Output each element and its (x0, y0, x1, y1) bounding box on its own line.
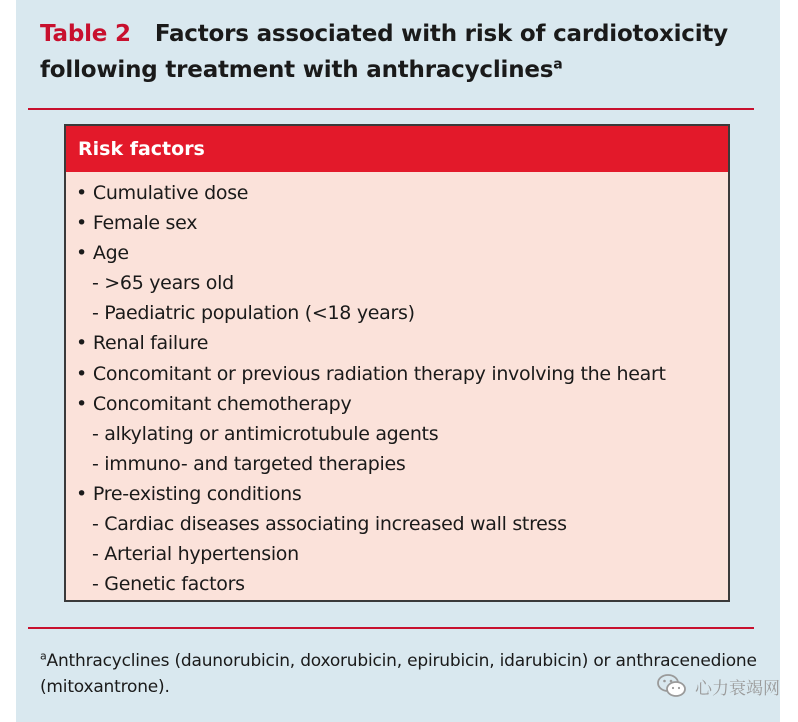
top-divider (28, 108, 754, 110)
table-title (40, 16, 770, 88)
watermark-text: 心力衰竭网 (695, 678, 780, 699)
risk-factor-subitem: - immuno- and targeted therapies (76, 449, 666, 479)
risk-factor-subitem: - Genetic factors (76, 569, 666, 599)
risk-factor-item: • Age (76, 238, 666, 268)
title-footnote-marker: a (553, 56, 563, 73)
risk-factor-subitem: - Cardiac diseases associating increased wall stress (76, 509, 666, 539)
risk-factor-item: • Renal failure (76, 328, 666, 358)
risk-factor-item: • Pre-existing conditions (76, 479, 666, 509)
risk-factor-item: • Cumulative dose (76, 178, 666, 208)
bottom-divider (28, 627, 754, 629)
risk-factor-subitem: - Arterial hypertension (76, 539, 666, 569)
risk-factors-list (76, 178, 666, 599)
risk-factor-item: • Concomitant or previous radiation therapy involving the heart (76, 359, 666, 389)
risk-factor-item: • Concomitant chemotherapy (76, 389, 666, 419)
footnote-text: Anthracyclines (daunorubicin, doxorubicin, epirubicin, idarubicin) or anthracenedione (mitoxantrone). (40, 651, 757, 697)
risk-factors-header: Risk factors (66, 126, 728, 172)
table-title-text: Factors associated with risk of cardiotoxicity following treatment with anthracyclines (40, 21, 728, 83)
risk-factor-item: • Female sex (76, 208, 666, 238)
wechat-logo-icon (657, 673, 687, 699)
footnote-marker: a (40, 649, 47, 663)
risk-factors-box (64, 124, 730, 602)
risk-factor-subitem: - alkylating or antimicrotubule agents (76, 419, 666, 449)
table-number: Table 2 (40, 21, 131, 47)
risk-factor-subitem: - Paediatric population (<18 years) (76, 298, 666, 328)
footnote (40, 648, 760, 700)
watermark (657, 673, 780, 699)
risk-factor-subitem: - >65 years old (76, 268, 666, 298)
